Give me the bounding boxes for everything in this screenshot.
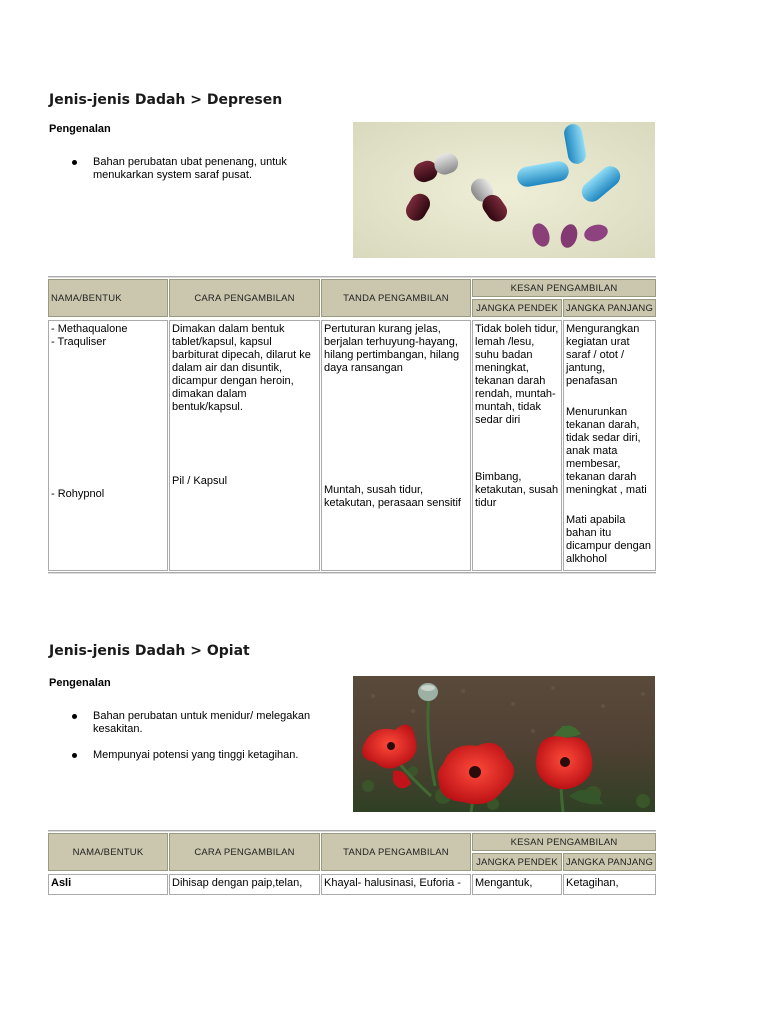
poppy-image — [353, 676, 655, 812]
cell-jangka-panjang: Ketagihan, — [563, 874, 656, 895]
cell-tanda-pengambilan — [321, 320, 471, 571]
intro-bullets — [49, 710, 339, 762]
bullet-item: Bahan perubatan untuk menidur/ melegakan kesakitan. — [49, 710, 339, 736]
cell-cara: Dihisap dengan paip,telan, — [169, 874, 320, 895]
header-nama-bentuk: NAMA/BENTUK — [48, 833, 168, 871]
header-cara-pengambilan: CARA PENGAMBILAN — [169, 279, 320, 317]
header-tanda-pengambilan: TANDA PENGAMBILAN — [321, 833, 471, 871]
opiat-table — [48, 830, 656, 900]
tanda-rohypnol: Muntah, susah tidur, ketakutan, perasaan sensitif — [324, 484, 461, 509]
pendek-rohypnol: Bimbang, ketakutan, susah tidur — [475, 471, 559, 509]
header-cara-pengambilan: CARA PENGAMBILAN — [169, 833, 320, 871]
panjang-block-3: Mati apabila bahan itu dicampur dengan alkhohol — [566, 514, 652, 565]
capsules-image — [353, 122, 655, 258]
section-title: Jenis-jenis Dadah > Opiat — [49, 643, 250, 659]
nama-rohypnol: - Rohypnol — [51, 488, 105, 500]
section-title: Jenis-jenis Dadah > Depresen — [49, 92, 283, 108]
cara-methaqualone: Dimakan dalam bentuk tablet/kapsul, kapsul barbiturat dipecah, dilarut ke dalam air dan disuntik, dicampur dengan heroin, dimakan dalam bentuk/kapsul. — [172, 323, 311, 413]
header-nama-bentuk: NAMA/BENTUK — [48, 279, 168, 317]
pendek-methaqualone: Tidak boleh tidur, lemah /lesu, suhu badan meningkat, tekanan darah rendah, muntah-muntah, tidak sedar diri — [475, 323, 559, 426]
cell-nama-asli: Asli — [48, 874, 168, 895]
bullet-item: Mempunyai potensi yang tinggi ketagihan. — [49, 749, 339, 762]
header-jangka-pendek: JANGKA PENDEK — [472, 853, 562, 871]
intro-bullets — [49, 156, 339, 182]
intro-heading: Pengenalan — [49, 677, 111, 689]
header-kesan-pengambilan: KESAN PENGAMBILAN — [472, 279, 656, 297]
header-kesan-pengambilan: KESAN PENGAMBILAN — [472, 833, 656, 851]
header-tanda-pengambilan: TANDA PENGAMBILAN — [321, 279, 471, 317]
cell-jangka-panjang — [563, 320, 656, 571]
cell-jangka-pendek — [472, 320, 562, 571]
panjang-block-1: Mengurangkan kegiatan urat saraf / otot / jantung, penafasan — [566, 323, 640, 387]
cell-cara-pengambilan — [169, 320, 320, 571]
header-jangka-pendek: JANGKA PENDEK — [472, 299, 562, 317]
header-jangka-panjang: JANGKA PANJANG — [563, 299, 656, 317]
tanda-methaqualone: Pertuturan kurang jelas, berjalan terhuyung-hayang, hilang pertimbangan, hilang daya ransangan — [324, 323, 460, 374]
cell-nama-bentuk — [48, 320, 168, 571]
cara-rohypnol: Pil / Kapsul — [172, 475, 228, 487]
header-jangka-panjang: JANGKA PANJANG — [563, 853, 656, 871]
nama-methaqualone: - Methaqualone - Traquliser — [51, 323, 128, 348]
cell-tanda: Khayal- halusinasi, Euforia - — [321, 874, 471, 895]
bullet-item: Bahan perubatan ubat penenang, untuk menukarkan system saraf pusat. — [49, 156, 339, 182]
intro-heading: Pengenalan — [49, 123, 111, 135]
cell-jangka-pendek: Mengantuk, — [472, 874, 562, 895]
depresen-table — [48, 276, 656, 574]
panjang-block-2: Menurunkan tekanan darah, tidak sedar diri, anak mata membesar, tekanan darah meningkat , mati — [566, 406, 647, 496]
